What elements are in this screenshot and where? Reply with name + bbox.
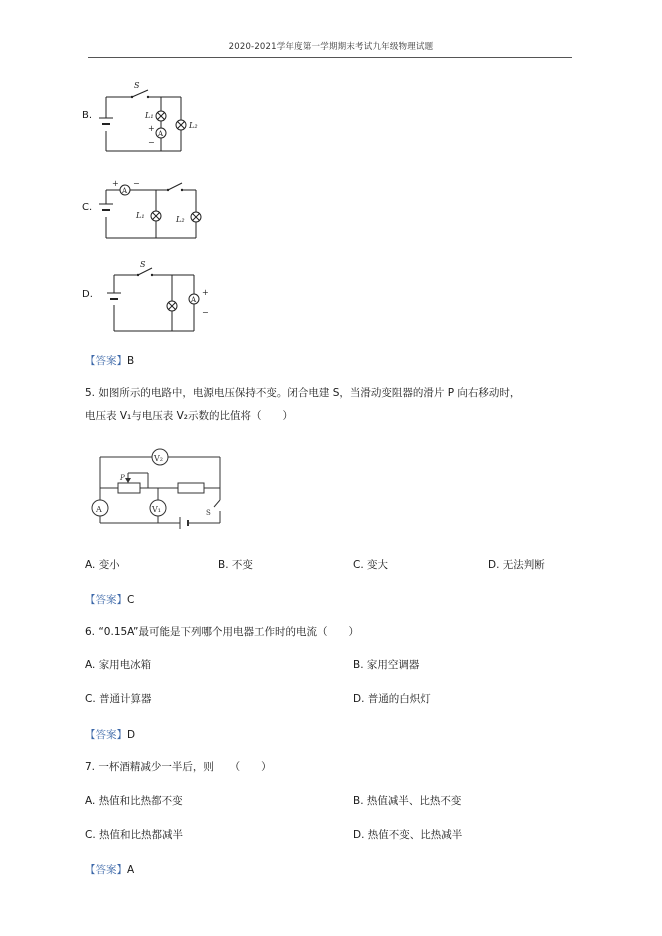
answer-line xyxy=(85,862,134,877)
minus-sign: − xyxy=(202,308,209,317)
option-text: 变小 xyxy=(98,559,120,571)
q6-option-d xyxy=(353,689,431,709)
answer-value: A xyxy=(127,864,135,876)
lamp1-label: L₁ xyxy=(145,111,154,120)
q5-option-b xyxy=(218,555,253,575)
option-text: 普通计算器 xyxy=(99,693,152,705)
answer-line xyxy=(85,353,134,368)
option-text: 热值和比热都不变 xyxy=(98,795,183,807)
answer-value: D xyxy=(127,729,136,741)
question-5-circuit-figure xyxy=(88,443,238,533)
option-text: 家用空调器 xyxy=(366,659,420,671)
q6-option-c xyxy=(85,689,152,709)
option-letter: A. xyxy=(85,795,96,807)
option-letter: C. xyxy=(85,829,96,841)
header-divider xyxy=(88,57,572,58)
q6-option-a xyxy=(85,655,151,675)
circuit-diagram-c xyxy=(96,172,216,244)
minus-sign: − xyxy=(148,138,155,147)
plus-sign: + xyxy=(112,179,119,188)
answer-tag: 【答案】 xyxy=(85,594,127,606)
option-letter: C. xyxy=(85,693,96,705)
q5-option-d xyxy=(488,555,545,575)
answer-line xyxy=(85,592,134,607)
option-letter: D. xyxy=(488,559,500,571)
option-letter: B. xyxy=(353,795,364,807)
question-5-stem-line1: 5. 如图所示的电路中，电源电压保持不变。闭合电建 S，当滑动变阻器的滑片 P 向右移动时， xyxy=(85,387,521,399)
option-b-letter: B. xyxy=(82,110,93,121)
answer-line xyxy=(85,727,135,742)
ammeter-label: A xyxy=(158,130,164,138)
circuit-diagram-b xyxy=(96,78,216,158)
ammeter-label: A xyxy=(96,505,102,514)
answer-value: B xyxy=(127,355,135,367)
option-letter: C. xyxy=(353,559,364,571)
switch-label: S xyxy=(140,260,146,269)
option-text: 不变 xyxy=(231,559,253,571)
q7-option-b xyxy=(353,791,461,811)
option-text: 变大 xyxy=(367,559,389,571)
ammeter-label: A xyxy=(122,187,128,195)
option-letter: D. xyxy=(353,693,365,705)
lamp2-label: L₂ xyxy=(176,215,185,224)
circuit-diagram-d xyxy=(96,258,216,338)
option-text: 家用电冰箱 xyxy=(98,659,152,671)
option-d-letter: D. xyxy=(82,289,93,300)
option-text: 普通的白炽灯 xyxy=(367,693,431,705)
lamp2-label: L₂ xyxy=(189,121,198,130)
option-letter: A. xyxy=(85,559,96,571)
option-text: 热值不变、比热减半 xyxy=(367,829,463,841)
q5-option-c xyxy=(353,555,388,575)
q7-option-c xyxy=(85,825,183,845)
ammeter-label: A xyxy=(191,296,197,304)
option-letter: A. xyxy=(85,659,96,671)
lamp1-label: L₁ xyxy=(136,211,145,220)
plus-sign: + xyxy=(202,288,209,297)
voltmeter-v2-label: V₂ xyxy=(154,454,163,463)
answer-value: C xyxy=(127,594,135,606)
switch-label: S xyxy=(134,81,140,90)
answer-tag: 【答案】 xyxy=(85,355,127,367)
slider-p-label: P xyxy=(120,474,125,482)
plus-sign: + xyxy=(148,124,155,133)
option-letter: B. xyxy=(353,659,364,671)
option-c-letter: C. xyxy=(82,202,93,213)
question-7-stem: 7. 一杯酒精减少一半后，则 （ ） xyxy=(85,761,272,773)
q7-option-d xyxy=(353,825,462,845)
option-letter: B. xyxy=(218,559,229,571)
voltmeter-v1-label: V₁ xyxy=(152,505,161,514)
question-5-stem-line2: 电压表 V₁与电压表 V₂示数的比值将（ ） xyxy=(85,410,293,422)
option-text: 热值减半、比热不变 xyxy=(366,795,462,807)
answer-tag: 【答案】 xyxy=(85,864,127,876)
switch-s-label: S xyxy=(206,509,211,517)
option-text: 无法判断 xyxy=(502,559,545,571)
minus-sign: − xyxy=(133,179,140,188)
answer-tag: 【答案】 xyxy=(85,729,127,741)
page-header: 2020-2021学年度第一学期期末考试九年级物理试题 xyxy=(228,42,434,52)
option-text: 热值和比热都减半 xyxy=(99,829,184,841)
q6-option-b xyxy=(353,655,419,675)
q5-option-a xyxy=(85,555,120,575)
q7-option-a xyxy=(85,791,183,811)
question-6-stem: 6. “0.15A”最可能是下列哪个用电器工作时的电流（ ） xyxy=(85,626,359,638)
option-letter: D. xyxy=(353,829,365,841)
